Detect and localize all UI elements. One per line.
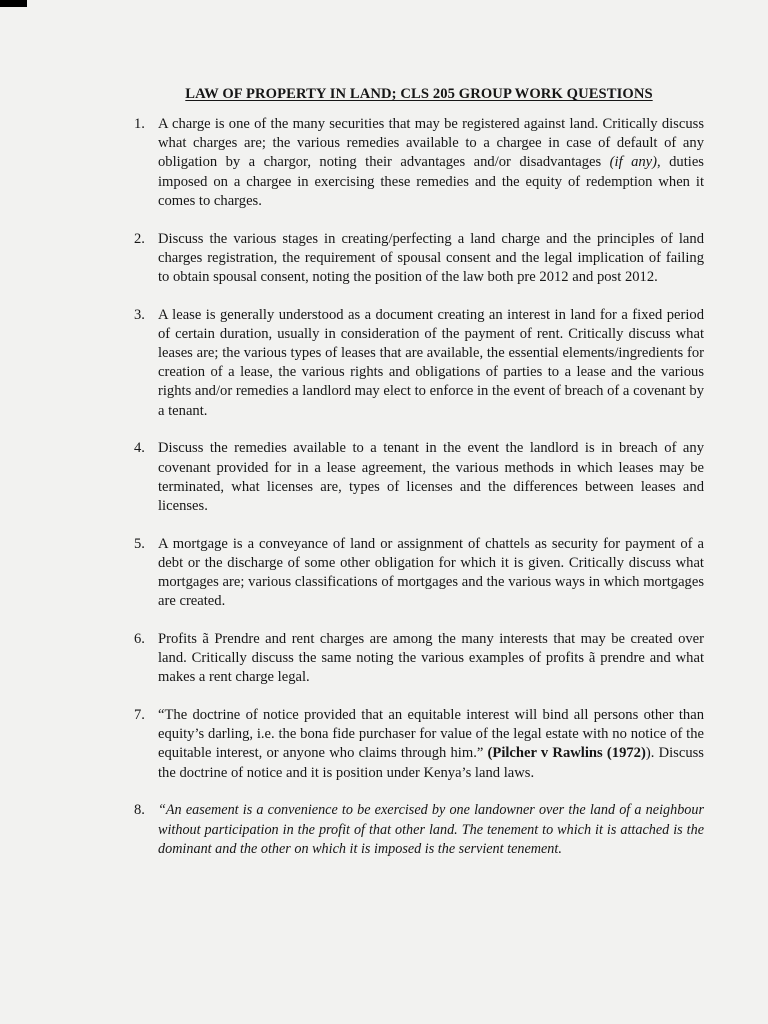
case-citation: (Pilcher v Rawlins (1972)	[487, 745, 646, 762]
document-page	[134, 86, 704, 878]
question-number: 1.	[134, 116, 145, 132]
question-text-emphasis: (if any)	[609, 154, 658, 171]
question-number: 3.	[134, 306, 145, 323]
question-8	[134, 801, 704, 859]
question-text: Discuss the remedies available to a tenant in the event the landlord is in breach of any covenant provided for in a lease agreement, the various methods in which leases may be terminated, what licenses are, types of licenses and the differences between leases and licenses.	[158, 440, 704, 514]
question-number: 8.	[134, 802, 145, 819]
question-1	[134, 115, 704, 211]
question-text: Discuss the various stages in creating/perfecting a land charge and the principles of land charges registration, the requirement of spousal consent and the legal implication of failing to obtain spousal consent, noting the position of the law both pre 2012 and post 2012.	[158, 230, 704, 285]
question-text: A lease is generally understood as a document creating an interest in land for a fixed period of certain duration, usually in consideration of the payment of rent. Critically discuss what leases are; the various types of leases that are available, the essential elements/ingredients for creation of a lease, the various rights and obligations of parties to a lease and the various rights and/or remedies a landlord may elect to enforce in the event of breach of a covenant by a tenant.	[158, 306, 704, 419]
question-3	[134, 306, 704, 421]
question-5	[134, 535, 704, 612]
question-text	[158, 706, 704, 783]
question-text-part: ). Discuss the doctrine of notice and it is position under Kenya’s land laws.	[158, 745, 704, 781]
question-text: “An easement is a convenience to be exercised by one landowner over the land of a neighbour without participation in the profit of that other land. The tenement to which it is attached is the dominant and the other on which it is imposed is the servient tenement.	[158, 802, 704, 857]
question-text-part: A charge is one of the many securities that may be registered against land. Critically discuss what charges are; the various remedies available to a chargee in case of default of any obligation by a chargor, noting their advantages and/or disadvantages	[158, 116, 704, 171]
document-title: LAW OF PROPERTY IN LAND; CLS 205 GROUP WORK QUESTIONS	[185, 86, 653, 102]
question-number: 4.	[134, 440, 145, 457]
question-text: Profits ã Prendre and rent charges are among the many interests that may be created over land. Critically discuss the same noting the various examples of profits ã prendre and what makes a rent charge legal.	[158, 630, 704, 686]
question-number: 7.	[134, 707, 145, 724]
question-7	[134, 706, 704, 783]
question-6	[134, 630, 704, 688]
question-text-part: , duties imposed on a chargee in exercising these remedies and the equity of redemption when it comes to charges.	[158, 154, 704, 209]
question-text: A mortgage is a conveyance of land or assignment of chattels as security for payment of a debt or the discharge of some other obligation for which it is given. Critically discuss what mortgages are; various classifications of mortgages and the various ways in which mortgages are created.	[158, 535, 704, 610]
question-number: 2.	[134, 230, 145, 247]
question-4	[134, 439, 704, 516]
question-text-part: “The doctrine of notice provided that an equitable interest will bind all persons other than equity’s darling, i.e. the bona fide purchaser for value of the legal estate with no notice of the equitable interest, or anyone who claims through him.”	[158, 707, 704, 762]
question-number: 6.	[134, 630, 145, 647]
question-text	[158, 115, 704, 211]
scan-corner-mark	[0, 0, 27, 7]
question-2	[134, 230, 704, 288]
question-number: 5.	[134, 535, 145, 552]
